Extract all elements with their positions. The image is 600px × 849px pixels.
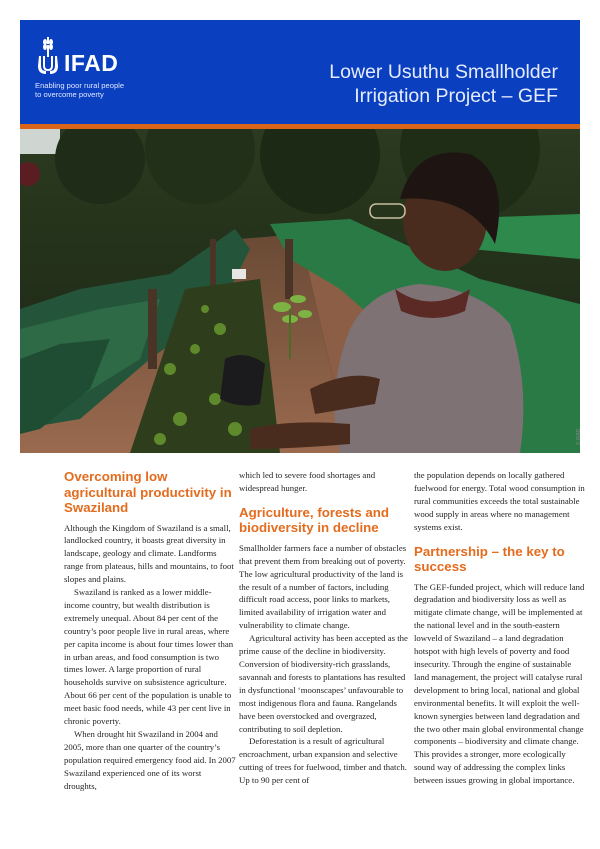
column-1 <box>64 469 236 793</box>
column-2 <box>239 469 411 787</box>
paragraph: Deforestation is a result of agricultural encroachment, urban expansion and selective cutting of trees for fuelwood, timber and thatch. Up to 90 per cent of <box>239 736 407 786</box>
ifad-logo <box>36 36 156 80</box>
nursery-photo-illustration <box>20 129 583 453</box>
photo-credit <box>576 424 591 454</box>
header-band <box>20 20 580 124</box>
paragraph: Swaziland is ranked as a lower middle-income country, but wealth distribution is extremely unequal. About 84 per cent of the country’s poor people live in rural areas, where per capita income is about four times lower than in urban areas, and food consumption is two times lower. A large proportion of rural households survive on subsistence agriculture. About 66 per cent of the population is unable to meet basic food needs, while 43 per cent live in chronic poverty. <box>64 587 234 727</box>
logo-wordmark: IFAD <box>64 50 119 76</box>
title-line-1: Lower Usuthu Smallholder <box>329 61 558 83</box>
paragraph: The GEF-funded project, which will reduce land degradation and biodiversity loss as well as mitigate climate change, will be implemented at the national level and in the south-eastern lowveld of Swaziland – a land degradation hotspot with high levels of poverty and food insecurity. Through the engine of sustainable land management, the project will catalyse rural development to bring local, national and global environmental benefits. It will exploit the well-known synergies between land degradation and the two other main global environmental change components – biodiversity and climate change. This provides a stronger, more ecologically sound way of addressing the complex links between issues growing in global importance. <box>414 581 585 786</box>
paragraph-continuation: the population depends on locally gathered fuelwood for energy. Total wood consumption in rural communities exceeds the total sustainable wood supply in areas where no management systems exist. <box>414 470 585 532</box>
title-line-2: Irrigation Project – GEF <box>354 85 558 107</box>
cover-photo <box>20 129 583 453</box>
paragraph: When drought hit Swaziland in 2004 and 2005, more than one quarter of the country’s population required emergency food aid. In 2007 Swaziland experienced one of its worst droughts, <box>64 729 236 791</box>
tagline-line-1: Enabling poor rural people <box>35 81 125 90</box>
section-heading-partnership: Partnership – the key to success <box>414 543 565 575</box>
document-title <box>329 60 558 108</box>
paragraph-continuation: which led to severe food shortages and widespread hunger. <box>239 470 376 493</box>
tagline <box>35 81 124 99</box>
wheat-logo-icon <box>36 36 62 76</box>
tagline-line-2: to overcome poverty <box>35 90 104 99</box>
paragraph: Agricultural activity has been accepted as the prime cause of the decline in biodiversity. Conversion of biodiversity-rich grasslands, savannah and forests to plantations has resulted in dysfunctional ‘moonscapes’ unfavourable to most indigenous flora and fauna. Rangelands have been overstocked and overgrazed, contributing to soil depletion. <box>239 633 408 734</box>
column-3 <box>414 469 586 787</box>
paragraph: Although the Kingdom of Swaziland is a small, landlocked country, it boasts great diversity in landscape, geology and climate. Landforms range from plateaus, hills and mountains, to foot slopes and plains. <box>64 522 234 585</box>
photo-credit-text: © IFAD <box>576 428 583 446</box>
section-heading-overcoming: Overcoming low agricultural productivity in Swaziland <box>64 469 232 515</box>
paragraph: Smallholder farmers face a number of obstacles that prevent them from breaking out of poverty. The low agricultural productivity of the land is the result of a number of factors, including difficult road access, poor links to markets, limited availability of irrigation water and vulnerability to climate change. <box>239 542 407 631</box>
section-heading-agriculture: Agriculture, forests and biodiversity in decline <box>239 504 389 536</box>
